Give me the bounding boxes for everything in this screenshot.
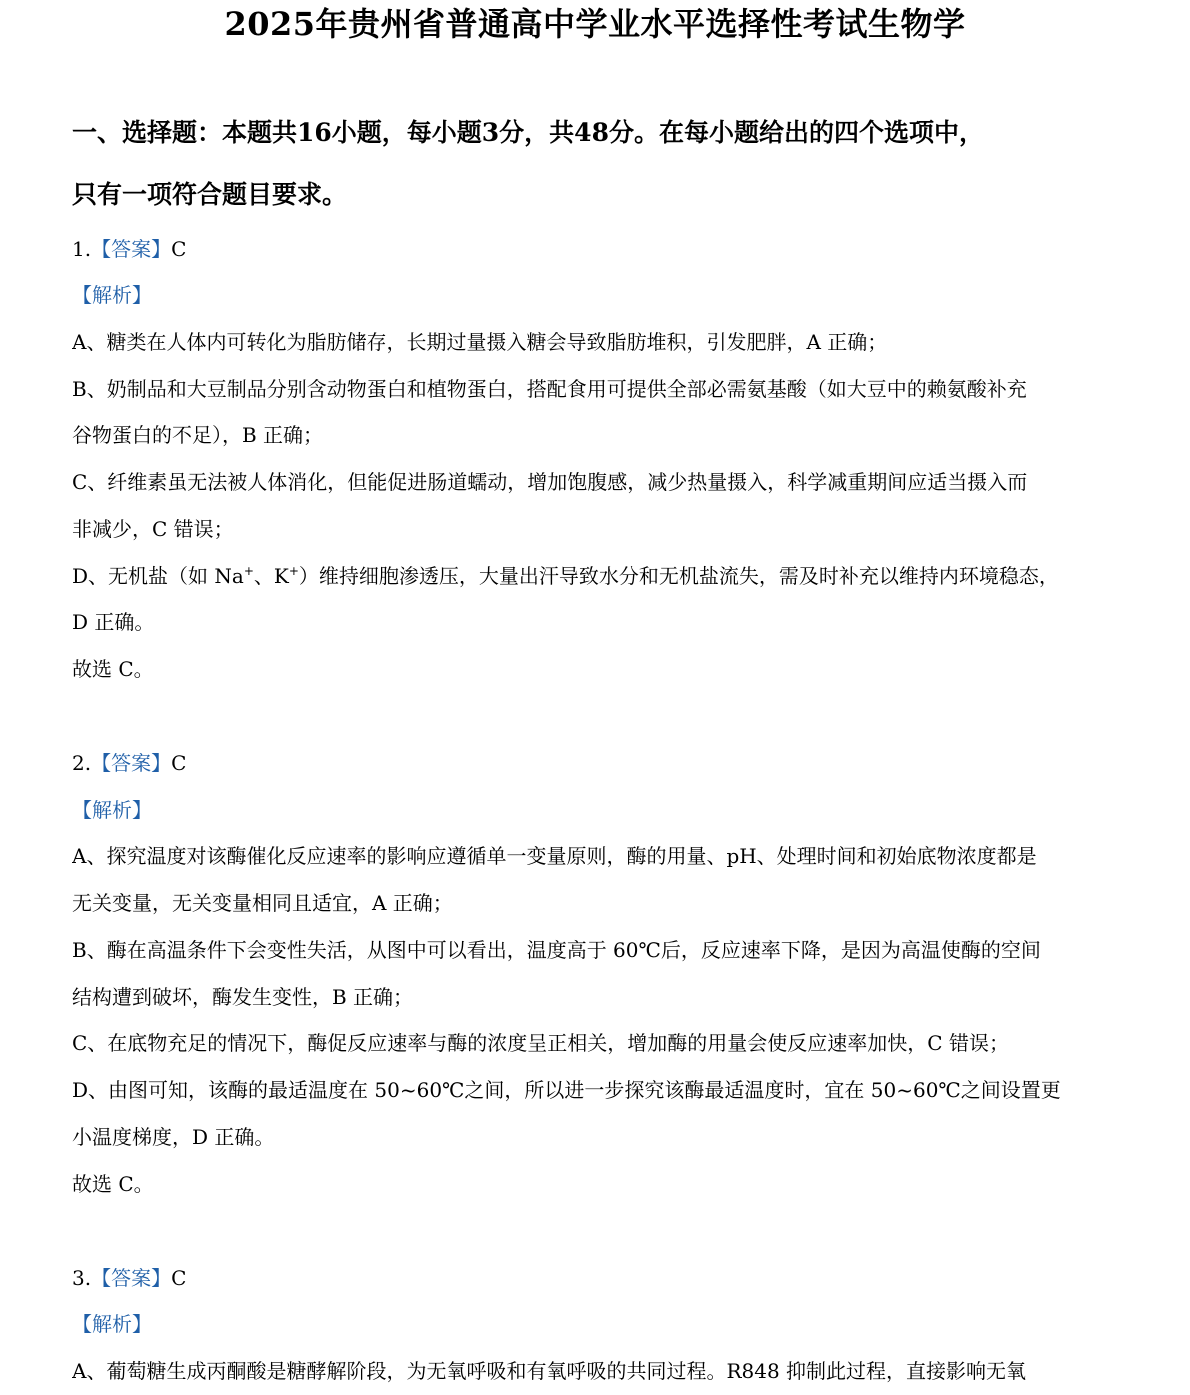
q2-line: 无关变量，无关变量相同且适宜，A 正确；	[72, 891, 453, 915]
section-heading-line-2: 只有一项符合题目要求。	[72, 180, 348, 209]
q2-line: A、探究温度对该酶催化反应速率的影响应遵循单一变量原则，酶的用量、pH、处理时间和初始底物浓度都是	[72, 844, 1037, 868]
answer-tag: 【答案】	[91, 751, 172, 775]
answer-value: C	[171, 751, 187, 775]
q2-line: 结构遭到破坏，酶发生变性，B 正确；	[72, 985, 414, 1009]
q1-line-part: D、无机盐（如 Na	[72, 564, 244, 588]
question-number: 2.	[72, 751, 92, 775]
q1-line	[72, 562, 1122, 590]
q1-line: C、纤维素虽无法被人体消化，但能促进肠道蠕动，增加饱腹感，减少热量摄入，科学减重期间应适当摄入而	[72, 470, 1028, 494]
q1-line-part: 、K	[253, 564, 289, 588]
q2-line: C、在底物充足的情况下，酶促反应速率与酶的浓度呈正相关，增加酶的用量会使反应速率加快，C 错误；	[72, 1031, 1009, 1055]
answer-tag: 【答案】	[91, 237, 172, 261]
q3-line: A、葡萄糖生成丙酮酸是糖酵解阶段，为无氧呼吸和有氧呼吸的共同过程。R848 抑制此过程，直接影响无氧	[72, 1359, 1027, 1383]
q1-line: D 正确。	[72, 610, 155, 634]
question-3-analysis-tag: 【解析】	[72, 1312, 152, 1336]
q1-line: 谷物蛋白的不足），B 正确；	[72, 423, 324, 447]
q2-line: D、由图可知，该酶的最适温度在 50~60℃之间，所以进一步探究该酶最适温度时，宜在 50~60℃之间设置更	[72, 1078, 1061, 1102]
q2-line: 小温度梯度，D 正确。	[72, 1125, 275, 1149]
answer-tag: 【答案】	[91, 1266, 172, 1290]
question-2-answer	[72, 749, 1122, 777]
q1-line: A、糖类在人体内可转化为脂肪储存，长期过量摄入糖会导致脂肪堆积，引发肥胖，A 正确；	[72, 330, 888, 354]
question-2-analysis-tag: 【解析】	[72, 798, 152, 822]
document-title: 2025年贵州省普通高中学业水平选择性考试生物学	[224, 5, 966, 43]
superscript-plus: +	[243, 564, 254, 578]
question-number: 1.	[72, 237, 92, 261]
answer-value: C	[171, 237, 187, 261]
q1-line: 非减少，C 错误；	[72, 517, 234, 541]
question-1-analysis-tag: 【解析】	[72, 283, 152, 307]
q2-line: 故选 C。	[72, 1172, 154, 1196]
q2-line: B、酶在高温条件下会变性失活，从图中可以看出，温度高于 60℃后，反应速率下降，是因为高温使酶的空间	[72, 938, 1041, 962]
q1-line-part: ）维持细胞渗透压，大量出汗导致水分和无机盐流失，需及时补充以维持内环境稳态，	[298, 564, 1059, 588]
section-heading-line-1: 一、选择题：本题共16小题，每小题3分，共48分。在每小题给出的四个选项中，	[72, 118, 984, 147]
question-1-answer	[72, 235, 1122, 263]
q1-line: 故选 C。	[72, 657, 154, 681]
superscript-plus: +	[288, 564, 299, 578]
question-3-answer	[72, 1264, 1122, 1292]
answer-value: C	[171, 1266, 187, 1290]
q1-line: B、奶制品和大豆制品分别含动物蛋白和植物蛋白，搭配食用可提供全部必需氨基酸（如大豆中的赖氨酸补充	[72, 377, 1027, 401]
question-number: 3.	[72, 1266, 92, 1290]
